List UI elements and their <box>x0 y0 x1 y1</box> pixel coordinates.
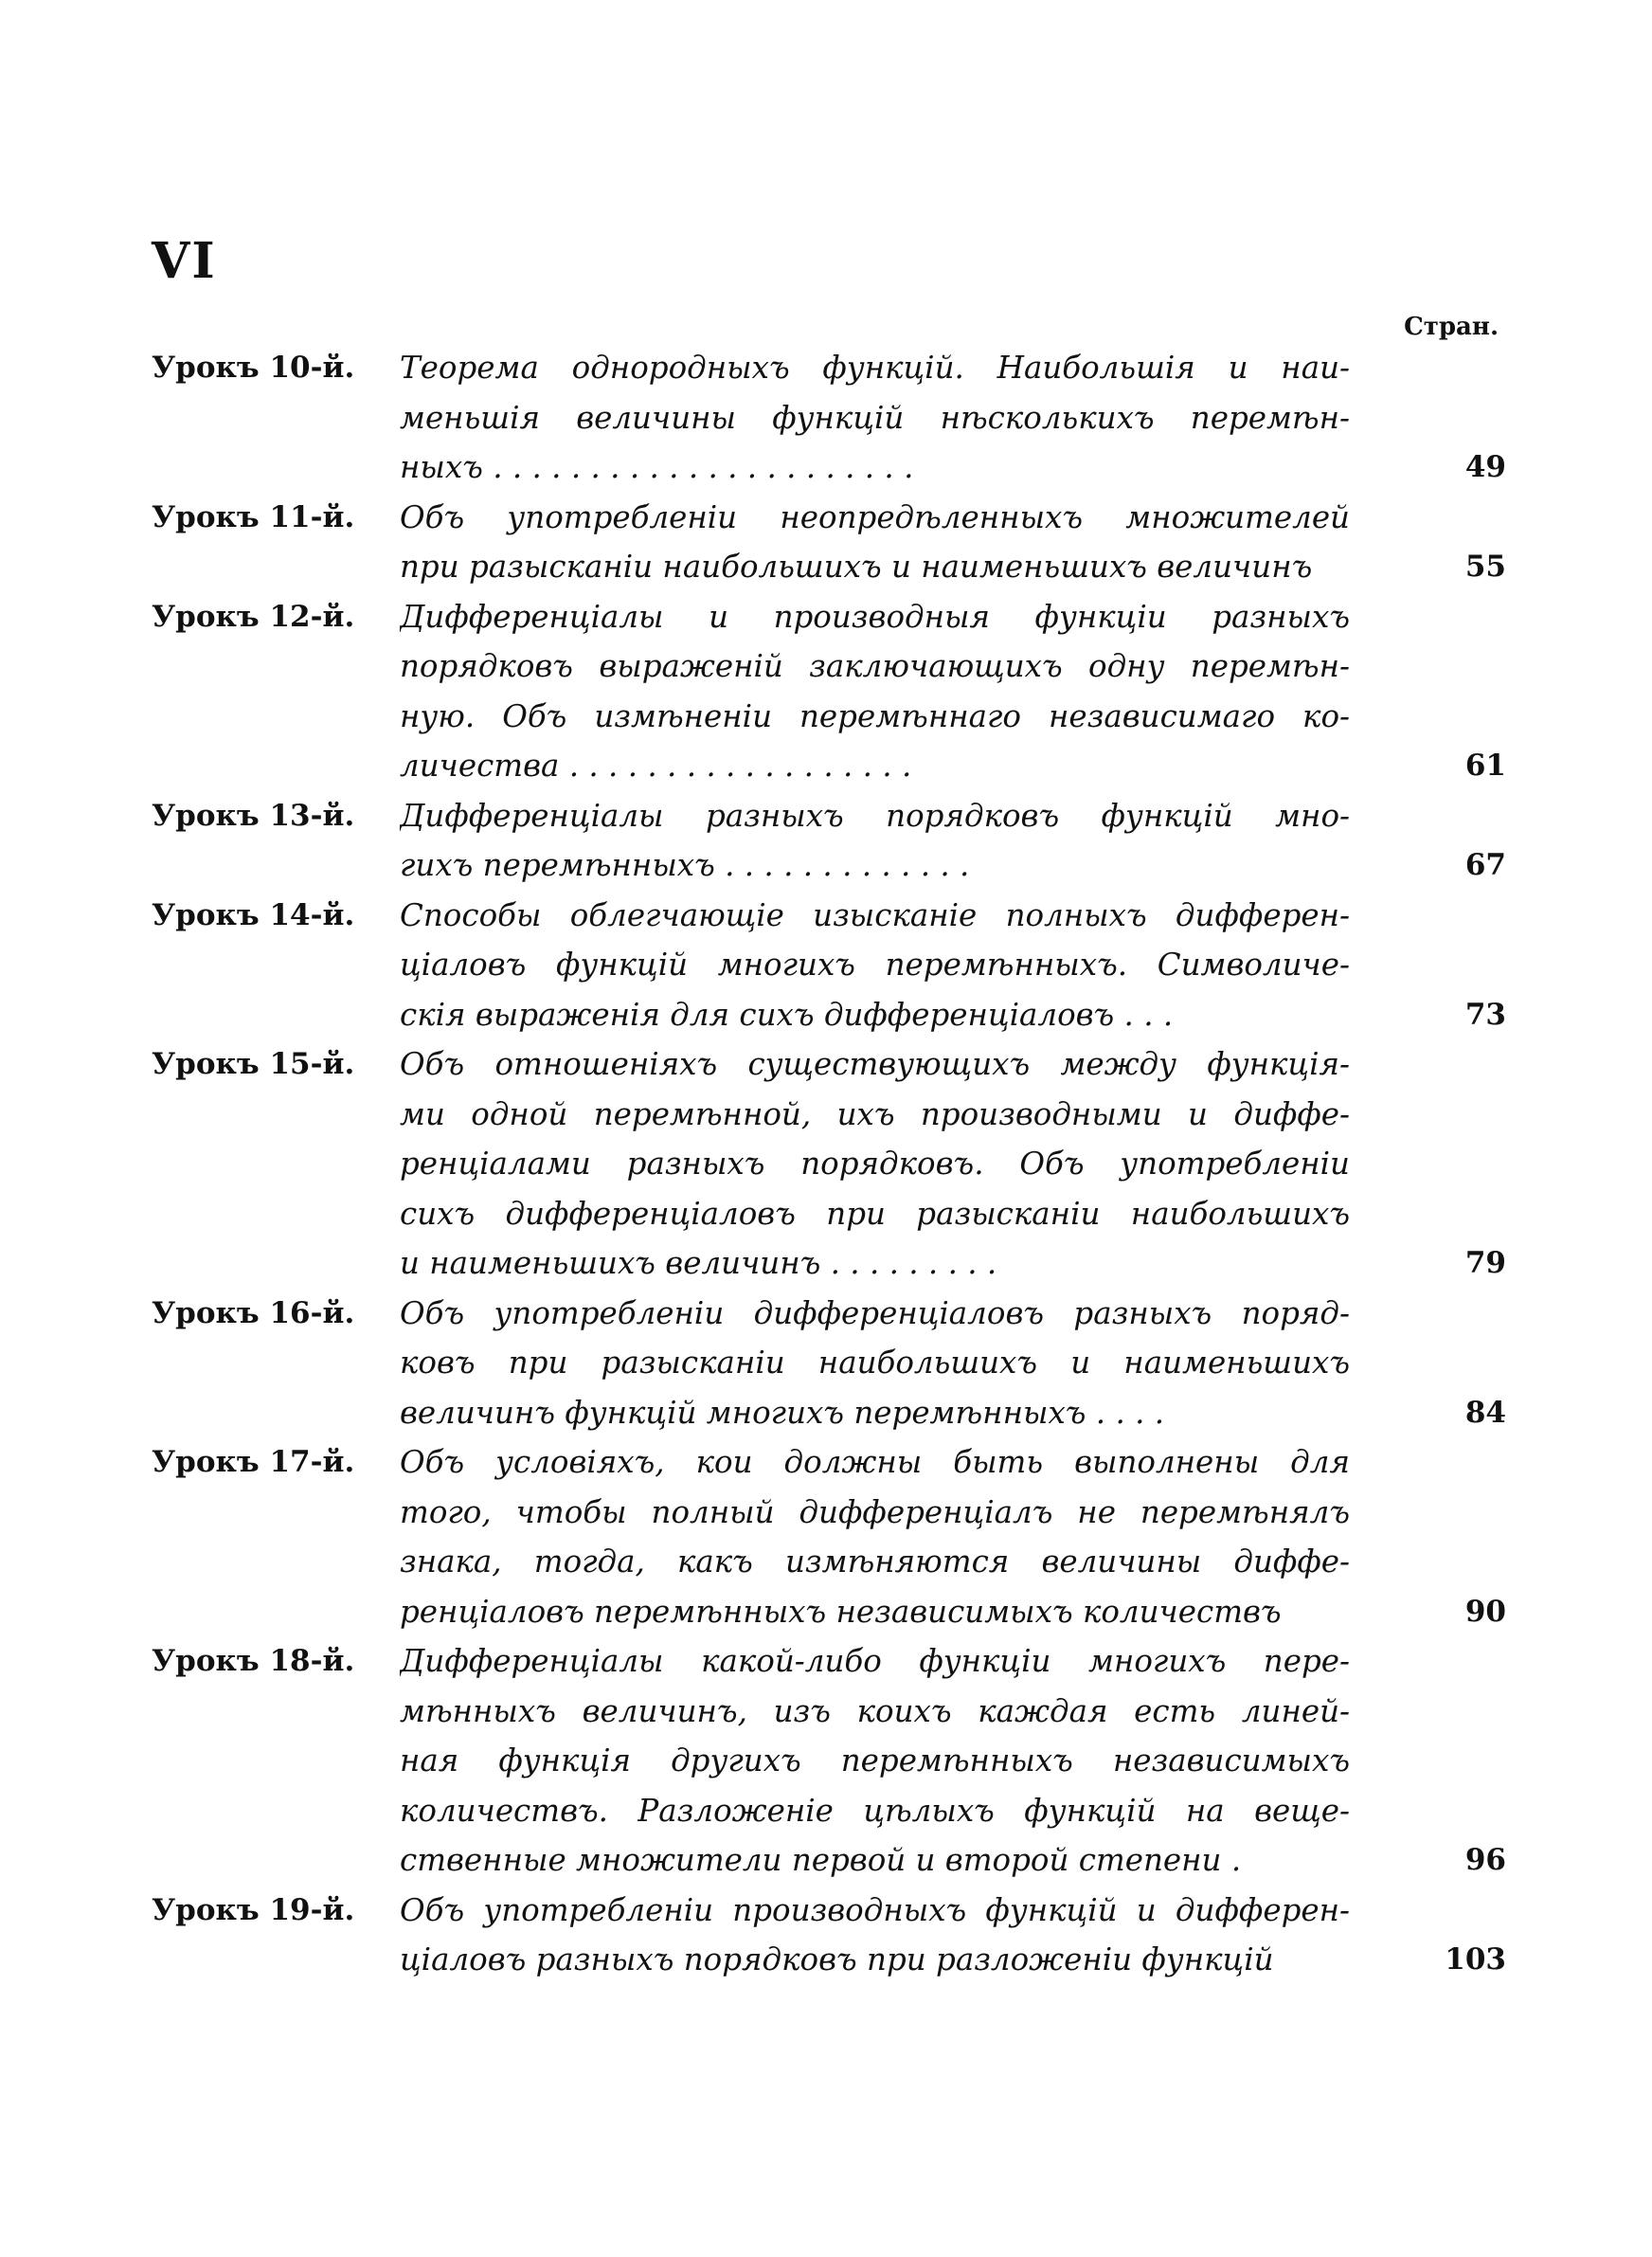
entry-title-line: Способы облегчающіе изысканіе полныхъ дифферен- <box>400 896 1350 933</box>
toc-entry <box>152 343 1506 493</box>
entry-title <box>400 791 1350 891</box>
page-number: 96 <box>1464 1843 1506 1877</box>
entry-title-line: и наименьшихъ величинъ . . . . . . . . . <box>400 1245 997 1281</box>
page-number: 79 <box>1464 1246 1506 1280</box>
toc-entry <box>152 891 1506 1040</box>
page-number: 61 <box>1464 749 1506 783</box>
lesson-label: Урокъ 16-й. <box>152 1295 355 1330</box>
entry-title-line: гихъ перемѣнныхъ . . . . . . . . . . . . . <box>400 847 970 883</box>
lesson-label: Урокъ 18-й. <box>152 1644 355 1678</box>
entry-title-line: Объ употребленіи дифференціаловъ разныхъ поряд- <box>400 1294 1350 1331</box>
page-folio: VI <box>152 232 217 290</box>
page-number: 90 <box>1464 1594 1506 1629</box>
entry-title <box>400 1289 1350 1438</box>
toc-entry <box>152 1437 1506 1636</box>
entry-title-line: ренціалами разныхъ порядковъ. Объ употребленіи <box>400 1146 1350 1182</box>
lesson-label: Урокъ 14-й. <box>152 897 355 932</box>
entry-title-line: ственные множители первой и второй степени . <box>400 1842 1242 1878</box>
toc-entry <box>152 493 1506 592</box>
page-number: 67 <box>1464 848 1506 882</box>
entry-title <box>400 1636 1350 1886</box>
entry-title <box>400 343 1350 493</box>
entry-title <box>400 1886 1350 1985</box>
lesson-label: Урокъ 17-й. <box>152 1445 355 1479</box>
lesson-label: Урокъ 15-й. <box>152 1047 355 1081</box>
entry-title-line: количествъ. Разложеніе цѣлыхъ функцій на веще- <box>400 1792 1350 1829</box>
table-of-contents <box>152 343 1506 1985</box>
entry-title <box>400 592 1350 791</box>
page-number: 73 <box>1464 997 1506 1032</box>
entry-title-line: Объ условіяхъ, кои должны быть выполнены для <box>400 1444 1350 1480</box>
entry-title-line: Объ отношеніяхъ существующихъ между функція- <box>400 1046 1350 1082</box>
entry-title-line: Объ употребленіи производныхъ функцій и дифферен- <box>400 1891 1350 1928</box>
entry-title-line: ми одной перемѣнной, ихъ производными и диффе- <box>400 1095 1350 1132</box>
entry-title-line: меньшія величины функцій нѣсколькихъ перемѣн- <box>400 399 1350 436</box>
lesson-label: Урокъ 12-й. <box>152 599 355 634</box>
entry-title <box>400 493 1350 592</box>
entry-title-line: величинъ функцій многихъ перемѣнныхъ . . . . <box>400 1394 1165 1431</box>
entry-title-line: ная функція другихъ перемѣнныхъ независимыхъ <box>400 1742 1350 1779</box>
entry-title-line: ціаловъ разныхъ порядковъ при разложеніи функцій <box>400 1941 1274 1977</box>
entry-title <box>400 1437 1350 1636</box>
entry-title <box>400 891 1350 1040</box>
page-number: 55 <box>1464 550 1506 584</box>
toc-entry <box>152 592 1506 791</box>
entry-title-line: знака, тогда, какъ измѣняются величины диффе- <box>400 1544 1350 1580</box>
entry-title-line: ренціаловъ перемѣнныхъ независимыхъ количествъ <box>400 1593 1282 1630</box>
lesson-label: Урокъ 11-й. <box>152 499 355 534</box>
entry-title-line: ковъ при разысканіи наибольшихъ и наименьшихъ <box>400 1345 1350 1381</box>
entry-title-line: порядковъ выраженій заключающихъ одну перемѣн- <box>400 648 1350 684</box>
page-column-label: Стран. <box>1404 313 1499 341</box>
entry-title-line: ную. Объ измѣненіи перемѣннаго независимаго ко- <box>400 697 1350 734</box>
toc-entry <box>152 1886 1506 1985</box>
toc-entry <box>152 1289 1506 1438</box>
lesson-label: Урокъ 19-й. <box>152 1892 355 1927</box>
page-number: 84 <box>1464 1395 1506 1430</box>
toc-entry <box>152 791 1506 891</box>
lesson-label: Урокъ 13-й. <box>152 798 355 833</box>
entry-title-line: ціаловъ функцій многихъ перемѣнныхъ. Символиче- <box>400 947 1350 983</box>
entry-title <box>400 1039 1350 1289</box>
entry-title-line: сихъ дифференціаловъ при разысканіи наибольшихъ <box>400 1195 1350 1232</box>
page-number: 103 <box>1445 1942 1506 1977</box>
entry-title-line: при разысканіи наибольшихъ и наименьшихъ величинъ <box>400 549 1313 585</box>
entry-title-line: Объ употребленіи неопредѣленныхъ множителей <box>400 498 1350 535</box>
page-number: 49 <box>1464 450 1506 484</box>
entry-title-line: личества . . . . . . . . . . . . . . . . . . <box>400 748 912 784</box>
entry-title-line: Дифференціалы и производныя функціи разныхъ <box>400 598 1350 635</box>
entry-title-line: Дифференціалы какой-либо функціи многихъ пере- <box>400 1643 1350 1679</box>
entry-title-line: Дифференціалы разныхъ порядковъ функцій мно- <box>400 797 1350 834</box>
lesson-label: Урокъ 10-й. <box>152 351 355 385</box>
toc-entry <box>152 1636 1506 1886</box>
entry-title-line: ныхъ . . . . . . . . . . . . . . . . . . . . . . <box>400 449 914 485</box>
entry-title-line: мѣнныхъ величинъ, изъ коихъ каждая есть линей- <box>400 1692 1350 1729</box>
entry-title-line: того, чтобы полный дифференціалъ не перемѣнялъ <box>400 1493 1350 1530</box>
entry-title-line: скія выраженія для сихъ дифференціаловъ . . . <box>400 996 1174 1033</box>
toc-entry <box>152 1039 1506 1289</box>
entry-title-line: Теорема однородныхъ функцій. Наибольшія и наи- <box>400 350 1350 386</box>
